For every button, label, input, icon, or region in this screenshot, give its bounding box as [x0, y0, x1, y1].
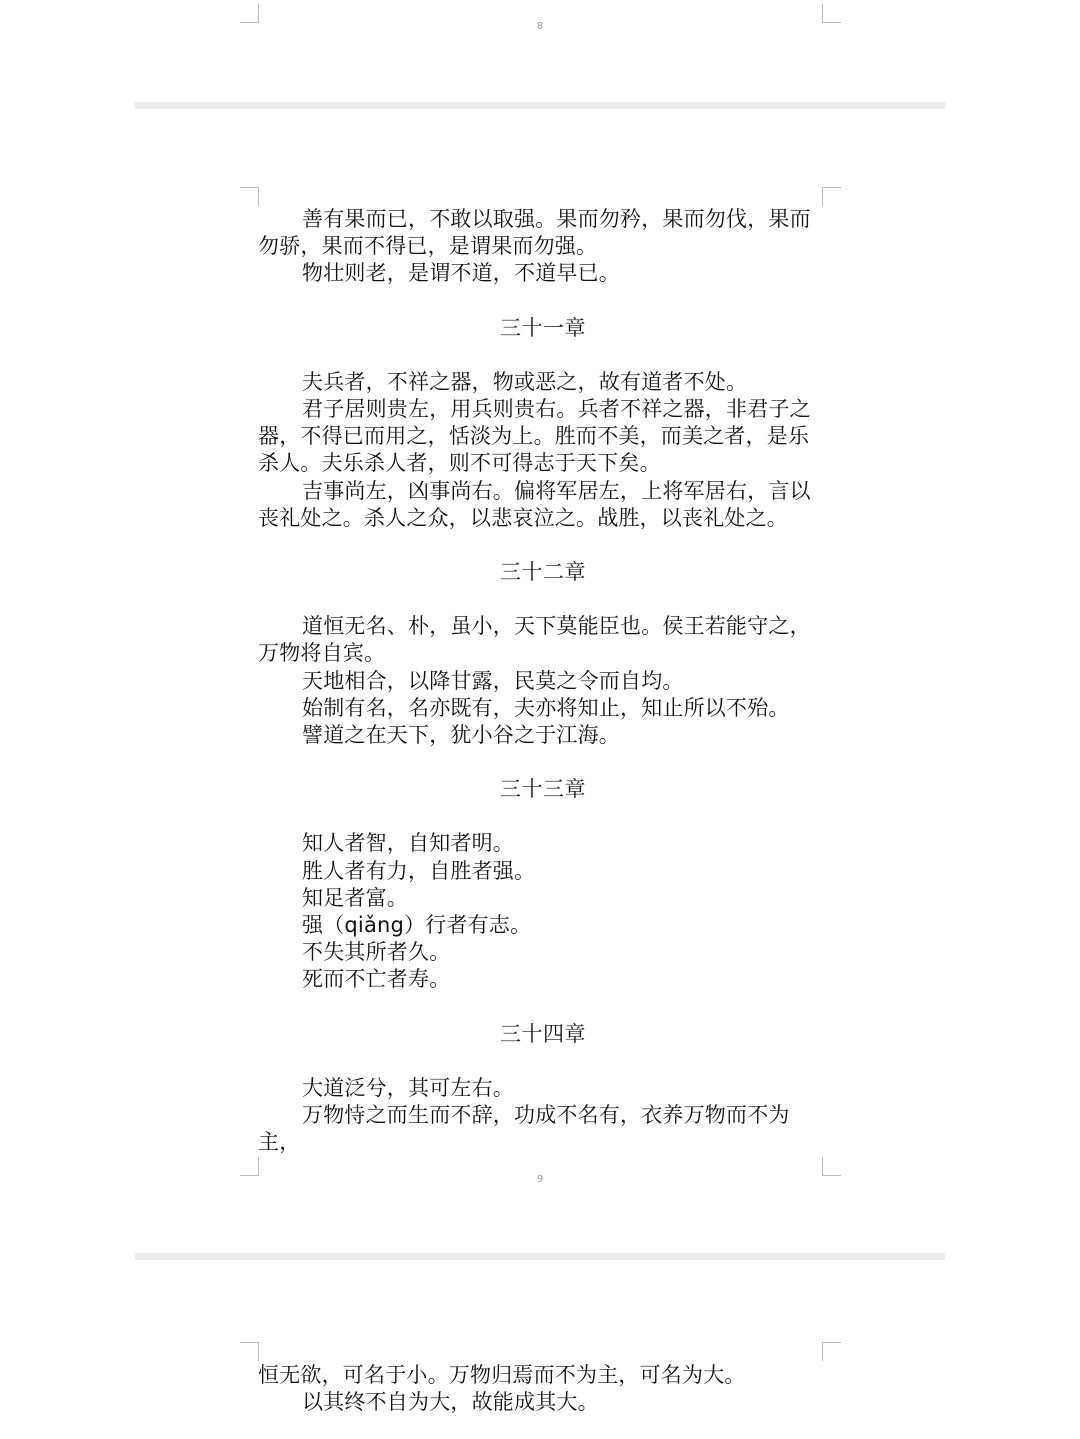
paragraph: 不失其所者久。	[302, 940, 451, 965]
page-corner-mark	[822, 1342, 841, 1361]
page-body	[258, 206, 828, 1156]
page-number-middle: 9	[536, 1174, 544, 1185]
paragraph: 天地相合，以降甘露，民莫之令而自均。	[302, 668, 684, 693]
paragraph: 知人者智，自知者明。	[302, 831, 514, 856]
paragraph: 始制有名，名亦既有，夫亦将知止，知止所以不殆。	[302, 695, 790, 720]
paragraph: 夫兵者，不祥之器，物或恶之，故有道者不处。	[302, 369, 748, 394]
paragraph: 死而不亡者寿。	[302, 967, 451, 992]
page-corner-mark	[822, 4, 841, 23]
paragraph: 道恒无名、朴，虽小，天下莫能臣也。侯王若能守之，万物将自宾。	[258, 614, 811, 666]
paragraph: 譬道之在天下，犹小谷之于江海。	[302, 723, 620, 748]
paragraph: 善有果而已，不敢以取强。果而勿矜，果而勿伐，果而勿骄，果而不得已，是谓果而勿强。	[258, 207, 811, 259]
page-corner-mark	[822, 187, 841, 206]
chapter-title: 三十一章	[500, 315, 586, 340]
paragraph: 强（qiǎng）行者有志。	[302, 913, 532, 938]
paragraph: 万物恃之而生而不辞，功成不名有，衣养万物而不为主，	[258, 1103, 790, 1155]
page-number-top: 8	[536, 21, 544, 32]
page-corner-mark	[240, 187, 259, 206]
chapter-title: 三十四章	[500, 1021, 586, 1046]
chapter-title: 三十二章	[500, 560, 586, 585]
page-corner-mark	[240, 1342, 259, 1361]
paragraph: 知足者富。	[302, 885, 408, 910]
paragraph: 恒无欲，可名于小。万物归焉而不为主，可名为大。	[258, 1363, 746, 1387]
page-corner-mark	[240, 4, 259, 23]
paragraph: 物壮则老，是谓不道，不道早已。	[302, 261, 620, 286]
paragraph: 吉事尚左，凶事尚右。偏将军居左，上将军居右，言以丧礼处之。杀人之众，以悲哀泣之。战胜，以丧礼处之。	[258, 478, 811, 530]
page-body-next	[258, 1362, 828, 1416]
paragraph: 以其终不自为大，故能成其大。	[302, 1390, 599, 1415]
page-separator	[135, 102, 945, 109]
page-separator	[135, 1253, 945, 1260]
chapter-title: 三十三章	[500, 777, 586, 802]
paragraph: 大道泛兮，其可左右。	[302, 1075, 514, 1100]
paragraph: 胜人者有力，自胜者强。	[302, 858, 536, 883]
paragraph: 君子居则贵左，用兵则贵右。兵者不祥之器，非君子之器，不得已而用之，恬淡为上。胜而不美，而美之者，是乐杀人。夫乐杀人者，则不可得志于天下矣。	[258, 397, 811, 476]
